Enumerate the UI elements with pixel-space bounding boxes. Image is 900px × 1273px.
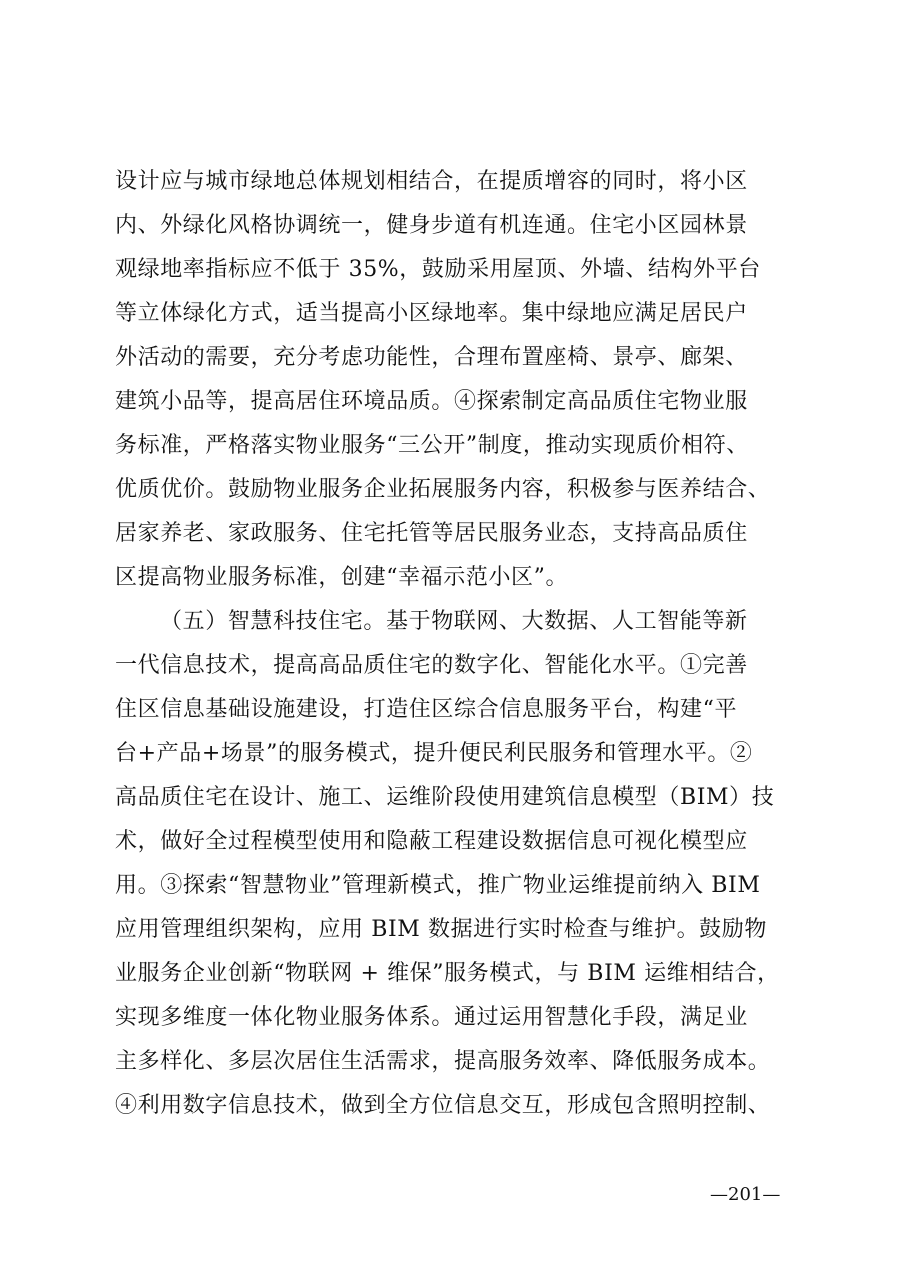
text-line: 区提高物业服务标准，创建“幸福示范小区”。 — [115, 565, 569, 590]
text-line: 术，做好全过程模型使用和隐蔽工程建设数据信息可视化模型应 — [115, 829, 748, 854]
text-line: 业服务企业创新“物联网 + 维保”服务模式，与 BIM 运维相结合， — [115, 961, 780, 986]
text-line: 用。③探索“智慧物业”管理新模式，推广物业运维提前纳入 BIM — [115, 873, 761, 898]
text-line: 外活动的需要，充分考虑功能性，合理布置座椅、景亭、廊架、 — [115, 345, 748, 370]
text-line: 设计应与城市绿地总体规划相结合，在提质增容的同时，将小区 — [115, 169, 748, 194]
text-line: 主多样化、多层次居住生活需求，提高服务效率、降低服务成本。 — [115, 1049, 771, 1074]
text-line: 住区信息基础设施建设，打造住区综合信息服务平台，构建“平 — [115, 697, 738, 722]
section-heading-line: （五）智慧科技住宅。基于物联网、大数据、人工智能等新 — [160, 609, 748, 634]
text-line: 观绿地率指标应不低于 35%，鼓励采用屋顶、外墙、结构外平台 — [115, 257, 761, 282]
text-line: 台+产品+场景”的服务模式，提升便民利民服务和管理水平。② — [115, 741, 753, 766]
text-line: 务标准，严格落实物业服务“三公开”制度，推动实现质价相符、 — [115, 433, 749, 458]
text-line: 实现多维度一体化物业服务体系。通过运用智慧化手段，满足业 — [115, 1005, 748, 1030]
text-line: 高品质住宅在设计、施工、运维阶段使用建筑信息模型（BIM）技 — [115, 785, 775, 810]
text-line: 一代信息技术，提高高品质住宅的数字化、智能化水平。①完善 — [115, 653, 748, 678]
text-line: 应用管理组织架构，应用 BIM 数据进行实时检查与维护。鼓励物 — [115, 917, 767, 942]
text-line: 建筑小品等，提高居住环境品质。④探索制定高品质住宅物业服 — [115, 389, 748, 414]
text-line: 优质优价。鼓励物业服务企业拓展服务内容，积极参与医养结合、 — [115, 477, 771, 502]
text-line: 居家养老、家政服务、住宅托管等居民服务业态，支持高品质住 — [115, 521, 748, 546]
page-number: —201— — [710, 1184, 781, 1205]
text-line: 等立体绿化方式，适当提高小区绿地率。集中绿地应满足居民户 — [115, 301, 748, 326]
text-line: 内、外绿化风格协调统一，健身步道有机连通。住宅小区园林景 — [115, 213, 748, 238]
text-line: ④利用数字信息技术，做到全方位信息交互，形成包含照明控制、 — [115, 1093, 771, 1118]
